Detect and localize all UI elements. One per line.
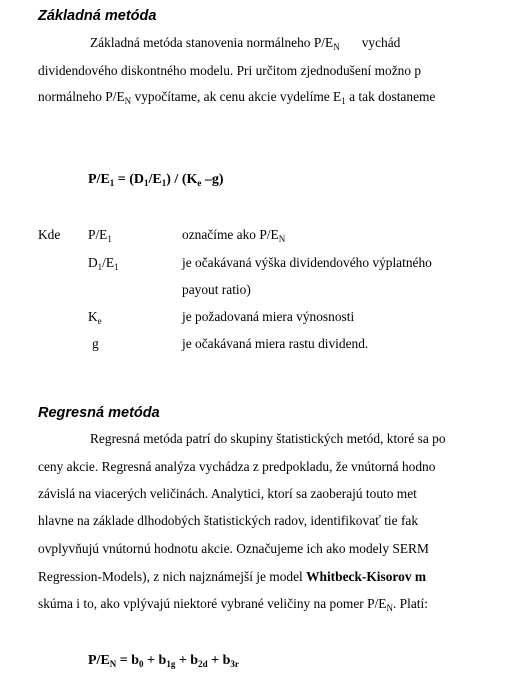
formula-regression: $P/E_N = b_0 + b_{1g} + b_{2d} + b_{3r}$ (88, 653, 239, 669)
definition-term: $K_e$ (88, 309, 102, 326)
paragraph-line: ovplyvňujú vnútornú hodnotu akcie. Označujeme ich ako modely SERM (38, 541, 429, 556)
definition-desc: je požadovaná miera výnosnosti (182, 309, 355, 324)
definition-desc: je očakávaná výška dividendového výplatného (182, 255, 432, 270)
definition-desc: označíme ako $P/E_N$ (182, 227, 286, 244)
definition-desc: je očakávaná miera rastu dividend. (182, 336, 369, 351)
paragraph-line: závislá na viacerých veličinách. Analytici, ktorí sa zaoberajú touto met (38, 486, 417, 501)
paragraph-line: skúma i to, ako vplývajú niektoré vybrané veličiny na pomer $P/E_N$. Platí: (38, 596, 428, 613)
paragraph-line: Regresná metóda patrí do skupiny štatistických metód, ktoré sa po (90, 431, 446, 446)
where-label: Kde (38, 227, 61, 242)
paragraph-line: hlavne na základe dlhodobých štatistických radov, identifikovať tie fak (38, 513, 419, 528)
paragraph-line: normálneho $P/E_N$ vypočítame, ak cenu akcie vydelíme $E_1$ a tak dostaneme (38, 89, 436, 106)
paragraph-line: ceny akcie. Regresná analýza vychádza z predpokladu, že vnútorná hodno (38, 459, 436, 474)
section-heading-basic: Základná metóda (38, 8, 157, 24)
section-heading-regression: Regresná metóda (38, 405, 160, 421)
definition-term: g (92, 336, 99, 351)
definition-term: $P/E_1$ (88, 227, 112, 244)
definition-desc-cont: payout ratio) (182, 282, 251, 297)
formula-basic: $P/E_1 = (D_1/E_1) / (K_e$ –g) (88, 172, 224, 188)
paragraph-line: dividendového diskontného modelu. Pri určitom zjednodušení možno p (38, 63, 422, 78)
definition-term: $D_1/E_1$ (88, 255, 119, 272)
paragraph-line: Základná metóda stanovenia normálneho $P/E_N$ vychád (90, 35, 401, 52)
paragraph-line: Regression-Models), z nich najznámejší je model Whitbeck-Kisorov m (38, 569, 427, 584)
